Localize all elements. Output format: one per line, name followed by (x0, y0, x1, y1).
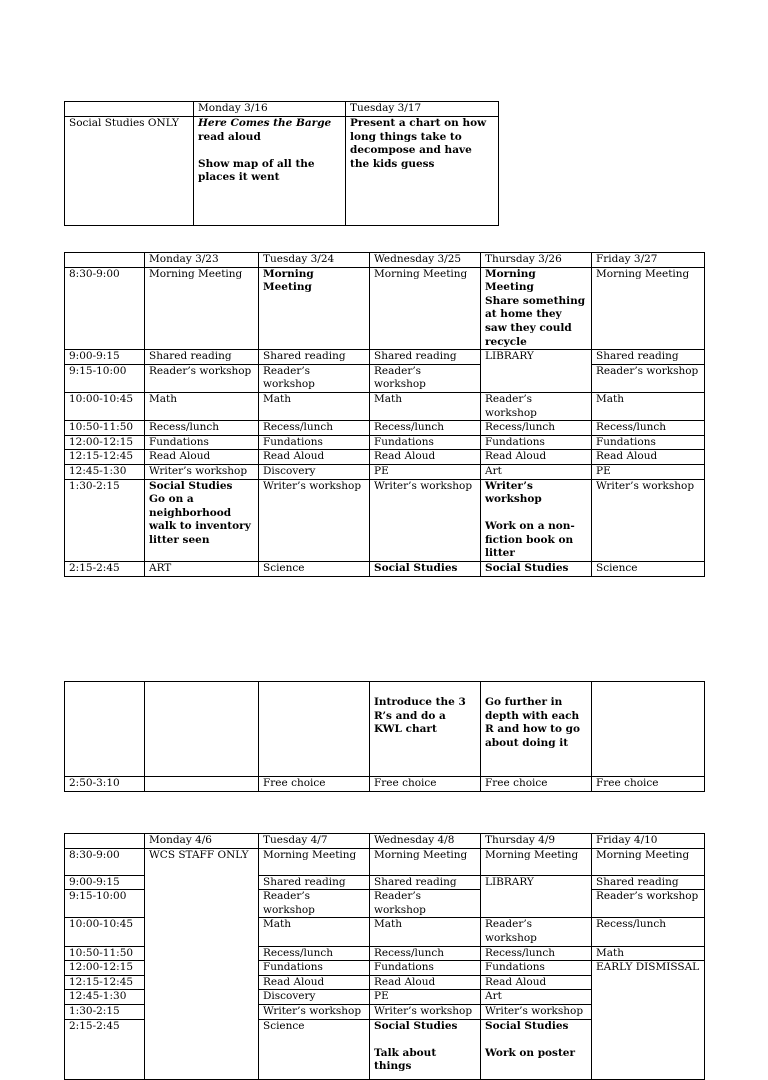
table-cell: Read Aloud (145, 450, 259, 465)
table-cell (145, 777, 259, 792)
table-cell: Free choice (592, 777, 705, 792)
table-cell: Recess/lunch (592, 918, 705, 946)
time-cell (65, 682, 145, 777)
table-cell: Shared reading (259, 350, 370, 365)
schedule-table-week-4-6 (64, 833, 705, 1080)
table-cell: Math (259, 918, 370, 946)
table-cell: Fundations (259, 961, 370, 976)
table-row (65, 562, 705, 577)
table-cell: Social Studies (481, 562, 592, 577)
header-cell (65, 253, 145, 268)
table-cell: Science (592, 562, 705, 577)
header-cell: Tuesday 4/7 (259, 834, 370, 849)
time-cell: 1:30-2:15 (65, 1004, 145, 1019)
table-cell: Writer’s workshop Work on a non-fiction book on litter (481, 479, 592, 562)
table-cell: Morning Meeting Share something at home they saw they could recycle (481, 267, 592, 350)
table-cell: Free choice (481, 777, 592, 792)
table-cell: Morning Meeting (259, 848, 370, 875)
table-cell: LIBRARY (481, 350, 592, 393)
table-cell (592, 682, 705, 777)
table-row (65, 848, 705, 875)
table-cell: Math (370, 392, 481, 420)
table-row (65, 267, 705, 350)
header-cell: Thursday 4/9 (481, 834, 592, 849)
table-cell: Writer’s workshop (259, 479, 370, 562)
table-cell: Read Aloud (370, 450, 481, 465)
schedule-table-week-3-23 (64, 252, 705, 577)
header-cell: Wednesday 4/8 (370, 834, 481, 849)
table-cell: Recess/lunch (370, 421, 481, 436)
book-title: Here Comes the Barge (198, 117, 332, 129)
table-cell: Read Aloud (259, 975, 370, 990)
time-cell: 12:15-12:45 (65, 975, 145, 990)
table-cell: Social Studies (370, 562, 481, 577)
table-cell: Science (259, 562, 370, 577)
table-cell: Math (259, 392, 370, 420)
table-cell: Recess/lunch (145, 421, 259, 436)
table-cell: Morning Meeting (592, 848, 705, 875)
header-cell: Friday 4/10 (592, 834, 705, 849)
table-cell (259, 682, 370, 777)
table-cell: EARLY DISMISSAL (592, 961, 705, 1079)
table-row (65, 450, 705, 465)
time-cell: 2:15-2:45 (65, 1019, 145, 1079)
table-cell: Discovery (259, 464, 370, 479)
table-cell: Social Studies Talk about things (370, 1019, 481, 1079)
time-cell: 10:00-10:45 (65, 918, 145, 946)
header-cell (65, 834, 145, 849)
table-cell: Morning Meeting (481, 848, 592, 875)
table-cell: Introduce the 3 R’s and do a KWL chart (370, 682, 481, 777)
table-cell: Reader’s workshop (370, 890, 481, 918)
table-cell: Reader’s workshop (259, 364, 370, 392)
table-cell: Morning Meeting (259, 267, 370, 350)
table-cell: Morning Meeting (370, 848, 481, 875)
cell-text: Show map of all the places it went (198, 157, 315, 184)
table-cell: Recess/lunch (259, 946, 370, 961)
table-cell: Read Aloud (259, 450, 370, 465)
row-label: Social Studies ONLY (65, 117, 194, 226)
table-cell: Shared reading (592, 875, 705, 890)
time-cell: 12:15-12:45 (65, 450, 145, 465)
table-cell: Math (370, 918, 481, 946)
table-cell: Reader’s workshop (481, 392, 592, 420)
time-cell: 12:00-12:15 (65, 961, 145, 976)
table-cell: PE (370, 464, 481, 479)
table-cell: Math (592, 946, 705, 961)
table-cell: Fundations (370, 961, 481, 976)
table-cell: Science (259, 1019, 370, 1079)
table-cell: Fundations (592, 435, 705, 450)
table-cell: Shared reading (145, 350, 259, 365)
schedule-table-continuation (64, 681, 705, 792)
table-cell: Reader’s workshop (259, 890, 370, 918)
table-cell: Art (481, 464, 592, 479)
table-cell: Fundations (145, 435, 259, 450)
time-cell: 9:00-9:15 (65, 875, 145, 890)
time-cell: 8:30-9:00 (65, 267, 145, 350)
time-cell: 12:45-1:30 (65, 464, 145, 479)
table-cell: Reader’s workshop (370, 364, 481, 392)
table-cell: Morning Meeting (592, 267, 705, 350)
header-cell: Monday 4/6 (145, 834, 259, 849)
time-cell: 9:15-10:00 (65, 890, 145, 918)
table-cell: Read Aloud (592, 450, 705, 465)
table-row (65, 682, 705, 777)
header-cell (65, 102, 194, 117)
table-cell: Morning Meeting (145, 267, 259, 350)
table-header-row (65, 102, 499, 117)
table-cell: Art (481, 990, 592, 1005)
table-cell: Writer’s workshop (259, 1004, 370, 1019)
table-cell: Writer’s workshop (370, 479, 481, 562)
table-cell: Fundations (481, 961, 592, 976)
time-cell: 8:30-9:00 (65, 848, 145, 875)
table-cell: Writer’s workshop (481, 1004, 592, 1019)
table-cell: Reader’s workshop (145, 364, 259, 392)
table-cell: Present a chart on how long things take to decompose and have the kids guess (346, 117, 499, 226)
table-cell: Go further in depth with each R and how to go about doing it (481, 682, 592, 777)
header-cell: Thursday 3/26 (481, 253, 592, 268)
table-cell: Writer’s workshop (592, 479, 705, 562)
table-cell: Read Aloud (370, 975, 481, 990)
table-cell: Shared reading (370, 350, 481, 365)
cell-text: read aloud (198, 130, 261, 143)
header-cell: Tuesday 3/24 (259, 253, 370, 268)
table-cell: Recess/lunch (592, 421, 705, 436)
table-cell: Math (145, 392, 259, 420)
table-cell: Read Aloud (481, 975, 592, 990)
table-cell: Writer’s workshop (145, 464, 259, 479)
table-cell: Free choice (370, 777, 481, 792)
time-cell: 10:50-11:50 (65, 946, 145, 961)
table-cell: Recess/lunch (481, 946, 592, 961)
header-cell: Friday 3/27 (592, 253, 705, 268)
table-cell: Discovery (259, 990, 370, 1005)
table-cell: Fundations (259, 435, 370, 450)
table-cell: Read Aloud (481, 450, 592, 465)
time-cell: 10:50-11:50 (65, 421, 145, 436)
time-cell: 1:30-2:15 (65, 479, 145, 562)
table-header-row (65, 834, 705, 849)
time-cell: 12:00-12:15 (65, 435, 145, 450)
table-cell: WCS STAFF ONLY (145, 848, 259, 1079)
table-row (65, 479, 705, 562)
table-cell (145, 682, 259, 777)
table-cell: Reader’s workshop (592, 364, 705, 392)
header-cell: Monday 3/16 (194, 102, 346, 117)
time-cell: 2:15-2:45 (65, 562, 145, 577)
table-row (65, 117, 499, 226)
table-cell: Fundations (481, 435, 592, 450)
table-cell: Shared reading (259, 875, 370, 890)
table-cell: Math (592, 392, 705, 420)
table-cell: Reader’s workshop (481, 918, 592, 946)
table-row (65, 350, 705, 365)
table-cell: Recess/lunch (259, 421, 370, 436)
time-cell: 9:00-9:15 (65, 350, 145, 365)
time-cell: 12:45-1:30 (65, 990, 145, 1005)
table-cell: Shared reading (370, 875, 481, 890)
table-row (65, 421, 705, 436)
table-row (65, 364, 705, 392)
table-cell: Recess/lunch (370, 946, 481, 961)
table-cell: Reader’s workshop (592, 890, 705, 918)
table-row (65, 392, 705, 420)
time-cell: 2:50-3:10 (65, 777, 145, 792)
table-cell: ART (145, 562, 259, 577)
schedule-table-week-3-16 (64, 101, 499, 226)
table-cell: LIBRARY (481, 875, 592, 918)
time-cell: 9:15-10:00 (65, 364, 145, 392)
table-cell: Fundations (370, 435, 481, 450)
header-cell: Tuesday 3/17 (346, 102, 499, 117)
header-cell: Wednesday 3/25 (370, 253, 481, 268)
table-row (65, 435, 705, 450)
table-cell: PE (370, 990, 481, 1005)
table-cell (194, 117, 346, 226)
table-cell: Morning Meeting (370, 267, 481, 350)
header-cell: Monday 3/23 (145, 253, 259, 268)
table-row (65, 464, 705, 479)
table-cell: Free choice (259, 777, 370, 792)
table-cell: PE (592, 464, 705, 479)
table-cell: Shared reading (592, 350, 705, 365)
table-row (65, 777, 705, 792)
table-cell: Social Studies Work on poster (481, 1019, 592, 1079)
table-cell: Writer’s workshop (370, 1004, 481, 1019)
table-header-row (65, 253, 705, 268)
table-cell: Social Studies Go on a neighborhood walk to inventory litter seen (145, 479, 259, 562)
table-cell: Recess/lunch (481, 421, 592, 436)
time-cell: 10:00-10:45 (65, 392, 145, 420)
